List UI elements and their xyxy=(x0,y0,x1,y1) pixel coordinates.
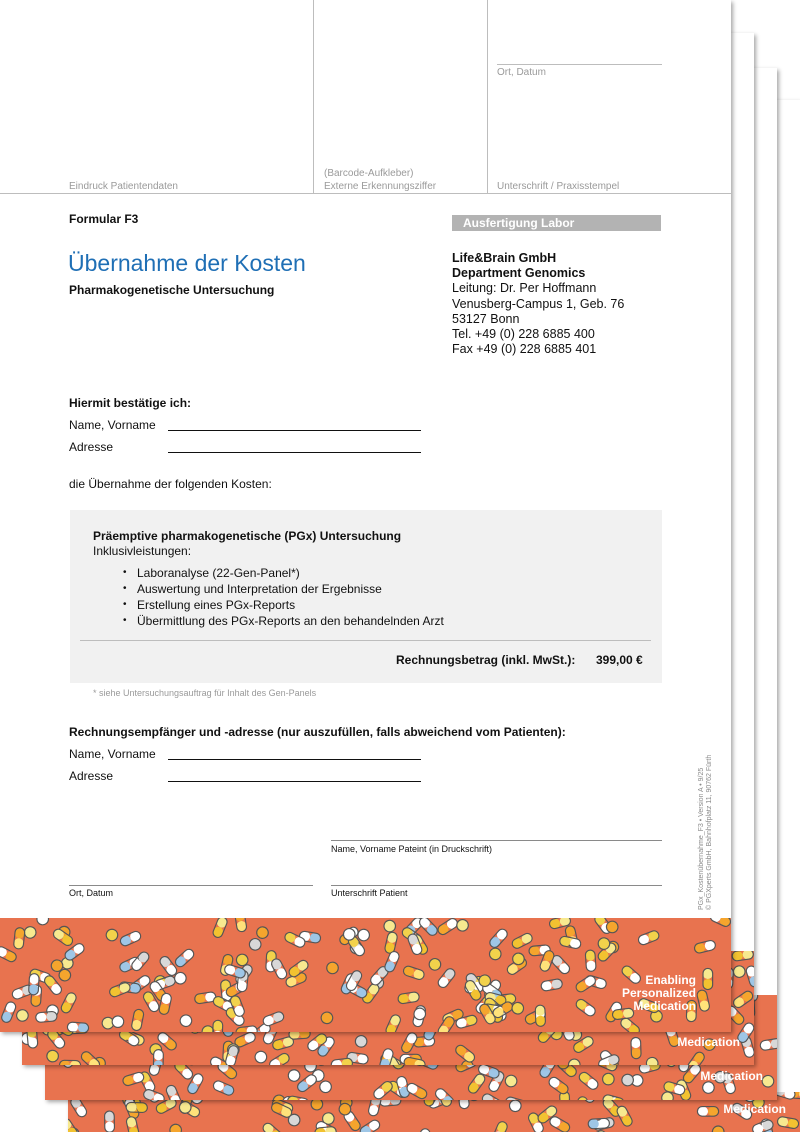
billing-heading: Rechnungsempfänger und -adresse (nur auszufüllen, falls abweichend vom Patienten): xyxy=(69,725,566,739)
list-item: • Auswertung und Interpretation der Ergebnisse xyxy=(123,581,444,597)
capsule xyxy=(287,1095,310,1100)
place-date-label: Ort, Datum xyxy=(69,888,114,898)
capsule xyxy=(760,1038,777,1051)
capsule xyxy=(262,1011,285,1028)
confirm-heading: Hiermit bestätige ich: xyxy=(69,396,192,410)
lab-name: Life&Brain GmbH xyxy=(452,251,557,265)
capsule xyxy=(288,1069,300,1081)
side-note xyxy=(698,710,714,910)
capsule xyxy=(112,1016,124,1028)
capsule xyxy=(511,1002,524,1015)
capsule xyxy=(35,918,51,927)
header-column-divider xyxy=(487,0,488,193)
capsule xyxy=(15,1008,31,1024)
capsule xyxy=(29,973,40,995)
capsule xyxy=(35,1011,57,1022)
capsule xyxy=(745,965,754,988)
capsule xyxy=(694,940,717,954)
capsule xyxy=(436,967,457,990)
capsule xyxy=(0,1001,17,1024)
capsule xyxy=(574,974,597,994)
capsule xyxy=(427,956,443,972)
capsule xyxy=(420,1128,432,1132)
capsule xyxy=(413,1008,426,1021)
capsule xyxy=(51,959,64,972)
list-item: • Laboranalyse (22-Gen-Panel*) xyxy=(123,565,444,581)
capsule xyxy=(59,1060,80,1065)
capsule xyxy=(126,1116,140,1132)
capsule xyxy=(67,1022,89,1032)
capsule xyxy=(577,1070,600,1091)
patient-signature-input[interactable] xyxy=(331,885,662,886)
barcode-label: (Barcode-Aufkleber) xyxy=(324,168,414,179)
place-date-input[interactable] xyxy=(69,885,313,886)
banner-line-2: Personalized xyxy=(621,986,696,1000)
capsule xyxy=(256,926,268,938)
capsule xyxy=(585,950,596,972)
address-label: Adresse xyxy=(69,440,114,454)
capsule xyxy=(179,1014,193,1028)
patient-name-input[interactable] xyxy=(331,840,662,841)
capsule xyxy=(212,918,229,939)
capsule xyxy=(420,1099,436,1100)
capsule xyxy=(253,1049,268,1064)
capsule xyxy=(455,918,470,933)
front-banner xyxy=(0,918,731,1032)
list-item: • Erstellung eines PGx-Reports xyxy=(123,597,444,613)
capsule xyxy=(686,1050,706,1065)
capsule xyxy=(504,1096,527,1100)
page-subtitle: Pharmakogenetische Untersuchung xyxy=(69,283,275,297)
capsule xyxy=(637,929,660,946)
billing-name-input[interactable] xyxy=(168,759,421,760)
signature-stamp-label: Unterschrift / Praxisstempel xyxy=(497,181,620,192)
billing-name-label: Name, Vorname xyxy=(69,747,156,761)
footnote: * siehe Untersuchungsauftrag für Inhalt des Gen-Panels xyxy=(93,688,317,698)
capsule xyxy=(710,1124,726,1132)
patient-signature-label: Unterschrift Patient xyxy=(331,888,408,898)
billing-address-label: Adresse xyxy=(69,769,114,783)
lab-head: Leitung: Dr. Per Hoffmann xyxy=(452,281,597,296)
capsule xyxy=(491,1120,508,1132)
external-id-label: Externe Erkennungsziffer xyxy=(324,181,437,192)
costs-text: die Übernahme der folgenden Kosten: xyxy=(69,477,272,491)
service-list xyxy=(123,565,444,629)
capsule xyxy=(382,918,397,933)
included-label: Inklusivleistungen: xyxy=(93,544,192,558)
capsule xyxy=(234,918,247,932)
form-code: Formular F3 xyxy=(69,212,139,226)
capsule xyxy=(122,1071,145,1086)
lab-city: 53127 Bonn xyxy=(452,311,520,326)
capsule xyxy=(173,947,195,968)
header-divider xyxy=(0,193,731,194)
lab-street: Venusberg-Campus 1, Geb. 76 xyxy=(452,296,625,311)
lab-department: Department Genomics xyxy=(452,266,586,281)
header-column-divider xyxy=(313,0,314,193)
place-date-line xyxy=(497,64,662,65)
name-input[interactable] xyxy=(168,430,421,431)
banner-slogan xyxy=(622,974,696,1013)
capsule xyxy=(319,1010,335,1026)
capsule xyxy=(397,991,419,1004)
capsule xyxy=(559,936,582,950)
capsule xyxy=(547,1075,570,1095)
copy-label-bar: Ausfertigung Labor xyxy=(452,215,661,231)
capsule xyxy=(466,1072,486,1095)
banner-line-3: Medication xyxy=(633,999,696,1013)
capsule xyxy=(488,927,509,949)
capsule xyxy=(354,1035,367,1048)
capsule xyxy=(261,1121,283,1132)
capsule xyxy=(331,1058,353,1065)
capsule xyxy=(631,1037,641,1059)
capsule xyxy=(777,1116,800,1129)
capsule xyxy=(358,1118,381,1132)
capsule xyxy=(405,1082,428,1100)
patient-name-label: Name, Vorname Pateint (in Druckschrift) xyxy=(331,844,493,854)
capsule xyxy=(503,1073,519,1089)
capsule xyxy=(703,968,713,989)
capsule xyxy=(324,960,340,976)
service-divider xyxy=(80,640,651,641)
capsule xyxy=(385,1013,402,1032)
capsule xyxy=(568,1059,580,1065)
amount-value: 399,00 € xyxy=(596,653,643,667)
list-item: • Übermittlung des PGx-Reports an den behandelnden Arzt xyxy=(123,613,444,629)
capsule xyxy=(105,1111,115,1132)
lab-phone: Tel. +49 (0) 228 6885 400 xyxy=(452,327,595,342)
capsule xyxy=(402,965,425,981)
capsule xyxy=(131,1009,144,1032)
capsule xyxy=(489,948,502,961)
banner-line-1: Enabling xyxy=(645,973,696,987)
name-label: Name, Vorname xyxy=(69,418,156,432)
header-place-date-label: Ort, Datum xyxy=(497,67,546,78)
banner-medication-text: Medication xyxy=(700,1069,763,1083)
banner-medication-text: Medication xyxy=(677,1035,740,1049)
capsule xyxy=(434,1087,456,1100)
service-title: Präemptive pharmakogenetische (PGx) Untersuchung xyxy=(93,529,402,543)
side-note-version: PGx_Kostenübernahme_F3 • Version A • 9/25 xyxy=(698,767,705,910)
capsule xyxy=(153,1050,163,1065)
capsule xyxy=(577,1096,588,1100)
capsule xyxy=(436,918,459,936)
address-input[interactable] xyxy=(168,452,421,453)
capsule xyxy=(709,918,731,928)
capsule xyxy=(168,1123,183,1132)
lab-address xyxy=(452,251,624,357)
capsule xyxy=(212,1079,235,1096)
capsule xyxy=(507,1098,523,1114)
lab-fax: Fax +49 (0) 228 6885 401 xyxy=(452,342,597,357)
capsule xyxy=(697,1107,718,1117)
capsule xyxy=(732,989,754,1009)
capsule xyxy=(384,931,398,954)
capsule xyxy=(158,955,178,978)
capsule xyxy=(165,1084,182,1100)
capsule xyxy=(383,950,400,973)
capsule xyxy=(236,1025,258,1032)
capsule xyxy=(733,965,746,978)
amount-label: Rechnungsbetrag (inkl. MwSt.): xyxy=(396,653,576,667)
banner-medication-text: Medication xyxy=(723,1102,786,1116)
capsule xyxy=(119,930,142,947)
capsule xyxy=(105,928,120,943)
capsule xyxy=(418,918,440,937)
service-box xyxy=(70,510,662,683)
side-note-copyright: © PGXperts GmbH, Bahnhofplatz 11, 90762 Fürth xyxy=(706,754,713,910)
patient-imprint-label[interactable]: Eindruck Patientendaten xyxy=(69,181,178,192)
capsule xyxy=(621,1074,634,1087)
capsule xyxy=(600,1071,616,1087)
capsule xyxy=(268,1052,291,1065)
capsule xyxy=(696,989,710,1012)
capsule xyxy=(13,927,25,949)
page-title: Übernahme der Kosten xyxy=(68,250,306,276)
capsule xyxy=(481,1092,504,1100)
billing-address-input[interactable] xyxy=(168,781,421,782)
capsule xyxy=(644,1055,659,1065)
capsule xyxy=(732,951,754,961)
capsule xyxy=(47,1050,59,1062)
capsule xyxy=(60,991,78,1014)
capsule xyxy=(247,937,263,953)
capsule xyxy=(574,998,597,1018)
capsule xyxy=(372,1080,394,1100)
capsule xyxy=(540,978,563,991)
